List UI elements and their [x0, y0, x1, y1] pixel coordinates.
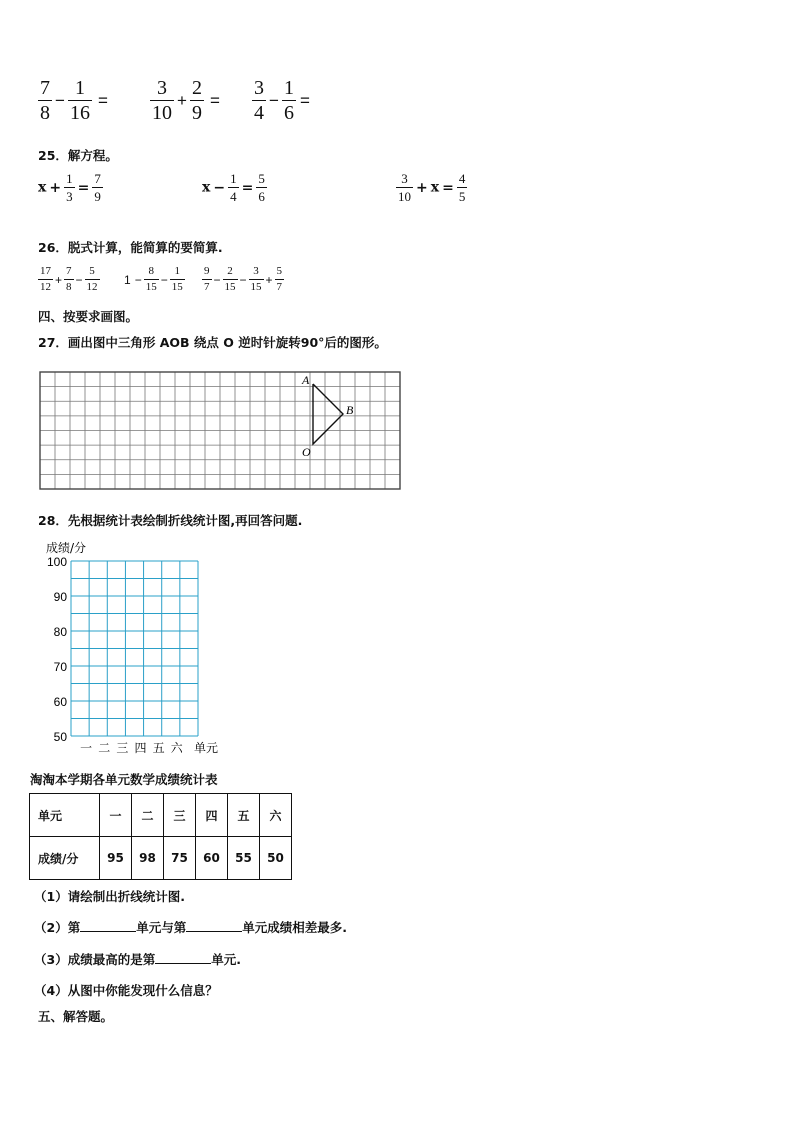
table-cell: 六: [260, 794, 292, 837]
rotation-grid: [36, 368, 406, 494]
x-tick-label: 二: [98, 741, 111, 755]
y-axis-title: 成绩/分: [46, 541, 87, 555]
exercise-2: $\frac{3}{10}$ + $\frac{2}{9}$ =: [152, 77, 220, 124]
exercise-1: $\frac{7}{8}$ − $\frac{1}{16}$ =: [40, 77, 108, 124]
fraction: $\frac{7}{8}$: [40, 77, 50, 124]
expression-3: $\frac{9}{7}$ − $\frac{2}{15}$ − $\frac{3}{15}$ + $\frac{5}{7}$: [204, 265, 283, 293]
equation-2: x − $\frac{1}{4}$ = $\frac{5}{6}$: [202, 171, 265, 204]
point-a-label: A: [302, 373, 310, 387]
q28-title: 28．先根据统计表绘制折线统计图,再回答问题.: [38, 513, 303, 528]
table-cell: 95: [100, 837, 132, 880]
table-cell: 一: [100, 794, 132, 837]
table-cell: 75: [164, 837, 196, 880]
fraction: $\frac{1}{16}$: [69, 77, 90, 124]
y-tick-label: 50: [53, 730, 67, 744]
table-cell: 四: [196, 794, 228, 837]
equation-3: $\frac{3}{10}$ + x = $\frac{4}{5}$: [398, 171, 466, 204]
table-cell: 98: [132, 837, 164, 880]
sub-question-4: （4）从图中你能发现什么信息？: [34, 983, 218, 998]
triangle-aob: [313, 384, 343, 444]
fraction: $\frac{1}{6}$: [283, 77, 294, 124]
table-cell: 60: [196, 837, 228, 880]
x-tick-label: 五: [152, 741, 165, 755]
x-axis-title: 单元: [194, 741, 219, 755]
expression-2: 1 − $\frac{8}{15}$ − $\frac{1}{15}$: [124, 265, 183, 293]
fraction: $\frac{3}{4}$: [254, 77, 264, 124]
fraction: $\frac{2}{9}$: [191, 77, 202, 124]
fraction: $\frac{3}{10}$: [152, 77, 172, 124]
answer-blank[interactable]: [186, 919, 242, 932]
y-tick-label: 60: [53, 695, 67, 709]
q27-title: 27．画出图中三角形 AOB 绕点 O 逆时针旋转90°后的图形。: [38, 335, 387, 350]
score-table: [29, 793, 292, 880]
exercise-3: $\frac{3}{4}$ − $\frac{1}{6}$ =: [254, 77, 310, 124]
y-tick-label: 80: [53, 625, 67, 639]
x-tick-label: 三: [116, 741, 129, 755]
table-title: 淘淘本学期各单元数学成绩统计表: [30, 772, 218, 787]
section-5-heading: 五、解答题。: [38, 1009, 114, 1024]
table-cell: 55: [228, 837, 260, 880]
x-tick-label: 一: [80, 741, 93, 755]
table-row: [30, 837, 292, 880]
table-cell: 二: [132, 794, 164, 837]
line-chart-grid: [36, 536, 236, 758]
section-4-heading: 四、按要求画图。: [38, 309, 139, 324]
y-tick-label: 90: [53, 590, 67, 604]
sub-question-3: （3）成绩最高的是第 单元.: [34, 952, 241, 967]
table-row: [30, 794, 292, 837]
sub-question-2: （2）第 单元与第 单元成绩相差最多.: [34, 920, 347, 935]
q25-title: 25．解方程。: [38, 148, 118, 163]
answer-blank[interactable]: [80, 919, 136, 932]
q26-title: 26．脱式计算，能简算的要简算.: [38, 240, 223, 255]
point-o-label: O: [302, 445, 311, 459]
row-head-score: 成绩/分: [30, 837, 100, 880]
answer-blank[interactable]: [155, 951, 211, 964]
y-tick-label: 100: [46, 555, 67, 569]
point-b-label: B: [346, 403, 354, 417]
table-cell: 50: [260, 837, 292, 880]
y-tick-label: 70: [53, 660, 67, 674]
equation-1: x + $\frac{1}{3}$ = $\frac{7}{9}$: [38, 171, 101, 204]
table-cell: 三: [164, 794, 196, 837]
x-tick-label: 四: [134, 741, 147, 755]
expression-1: $\frac{17}{12}$ + $\frac{7}{8}$ − $\frac{5}{12}$: [40, 265, 98, 293]
row-head-unit: 单元: [30, 794, 100, 837]
sub-question-1: （1）请绘制出折线统计图.: [34, 889, 185, 904]
table-cell: 五: [228, 794, 260, 837]
x-tick-label: 六: [170, 741, 183, 755]
